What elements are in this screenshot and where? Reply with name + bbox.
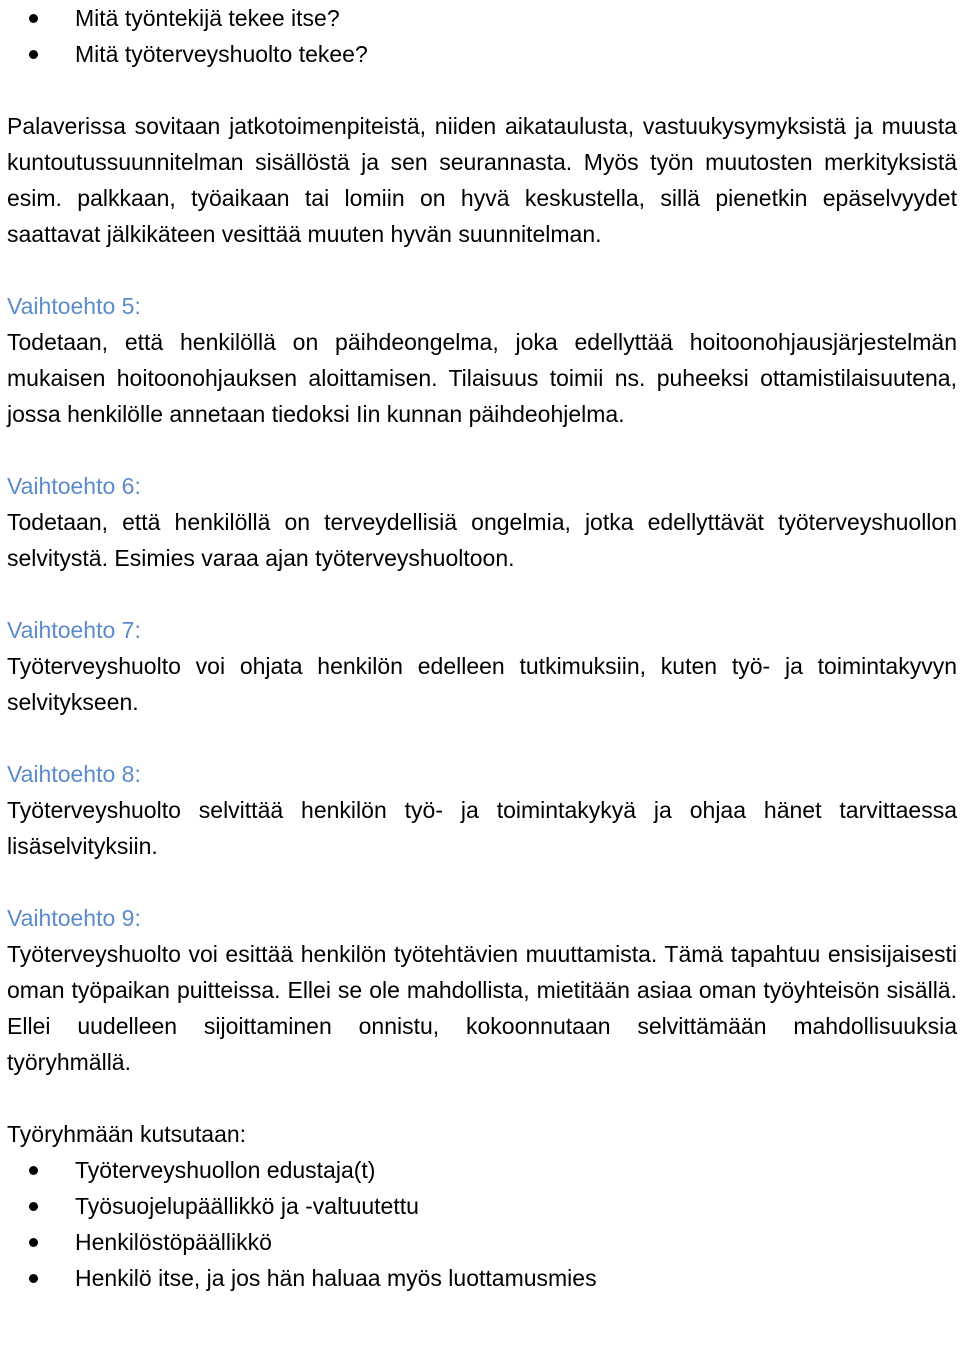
document-page bbox=[7, 0, 957, 1296]
bullet-icon bbox=[29, 1166, 38, 1175]
bullet-icon bbox=[29, 1238, 38, 1247]
option-8-heading: Vaihtoehto 8: bbox=[7, 761, 141, 787]
bullet-icon bbox=[29, 1202, 38, 1211]
list-item: Mitä työntekijä tekee itse? bbox=[7, 0, 957, 36]
list-item: Työsuojelupäällikkö ja -valtuutettu bbox=[7, 1188, 957, 1224]
list-item: Mitä työterveyshuolto tekee? bbox=[7, 36, 957, 72]
option-6-text: Todetaan, että henkilöllä on terveydellisiä ongelmia, jotka edellyttävät työterveyshuollon selvitystä. Esimies varaa ajan työterveyshuoltoon. bbox=[7, 509, 957, 571]
bullet-icon bbox=[29, 1274, 38, 1283]
option-5-text: Todetaan, että henkilöllä on päihdeongelma, joka edellyttää hoitoonohjausjärjestelmän mukaisen hoitoonohjauksen aloittamisen. Tilaisuus toimii ns. puheeksi ottamistilaisuutena, jossa henkilölle annetaan tiedoksi Iin kunnan päihdeohjelma. bbox=[7, 329, 957, 427]
option-9-text: Työterveyshuolto voi esittää henkilön työtehtävien muuttamista. Tämä tapahtuu ensisijaisesti oman työpaikan puitteissa. Ellei se ole mahdollista, mietitään asiaa oman työyhteisön sisällä. Ellei uudelleen sijoittaminen onnistu, kokoonnutaan selvittämään mahdollisuuksia työryhmällä. bbox=[7, 941, 957, 1075]
list-item: Työterveyshuollon edustaja(t) bbox=[7, 1152, 957, 1188]
option-8-text: Työterveyshuolto selvittää henkilön työ- ja toimintakykyä ja ohjaa hänet tarvittaessa lisäselvityksiin. bbox=[7, 797, 957, 859]
option-6-heading: Vaihtoehto 6: bbox=[7, 473, 141, 499]
option-9-heading: Vaihtoehto 9: bbox=[7, 905, 141, 931]
option-7-text: Työterveyshuolto voi ohjata henkilön edelleen tutkimuksiin, kuten työ- ja toimintakyvyn selvitykseen. bbox=[7, 653, 957, 715]
bullet-icon bbox=[29, 14, 38, 23]
top-bullet-list bbox=[7, 0, 957, 72]
option-7-heading: Vaihtoehto 7: bbox=[7, 617, 141, 643]
list-item: Henkilöstöpäällikkö bbox=[7, 1224, 957, 1260]
invite-label: Työryhmään kutsutaan: bbox=[7, 1121, 247, 1147]
list-item: Henkilö itse, ja jos hän haluaa myös luottamusmies bbox=[7, 1260, 957, 1296]
option-5-heading: Vaihtoehto 5: bbox=[7, 293, 141, 319]
invite-bullet-list bbox=[7, 1152, 957, 1296]
bullet-icon bbox=[29, 50, 38, 59]
intro-paragraph: Palaverissa sovitaan jatkotoimenpiteistä, niiden aikataulusta, vastuukysymyksistä ja muusta kuntoutussuunnitelman sisällöstä ja sen seurannasta. Myös työn muutosten merkityksistä esim. palkkaan, työaikaan tai lomiin on hyvä keskustella, sillä pienetkin epäselvyydet saattavat jälkikäteen vesittää muuten hyvän suunnitelman. bbox=[7, 113, 957, 247]
